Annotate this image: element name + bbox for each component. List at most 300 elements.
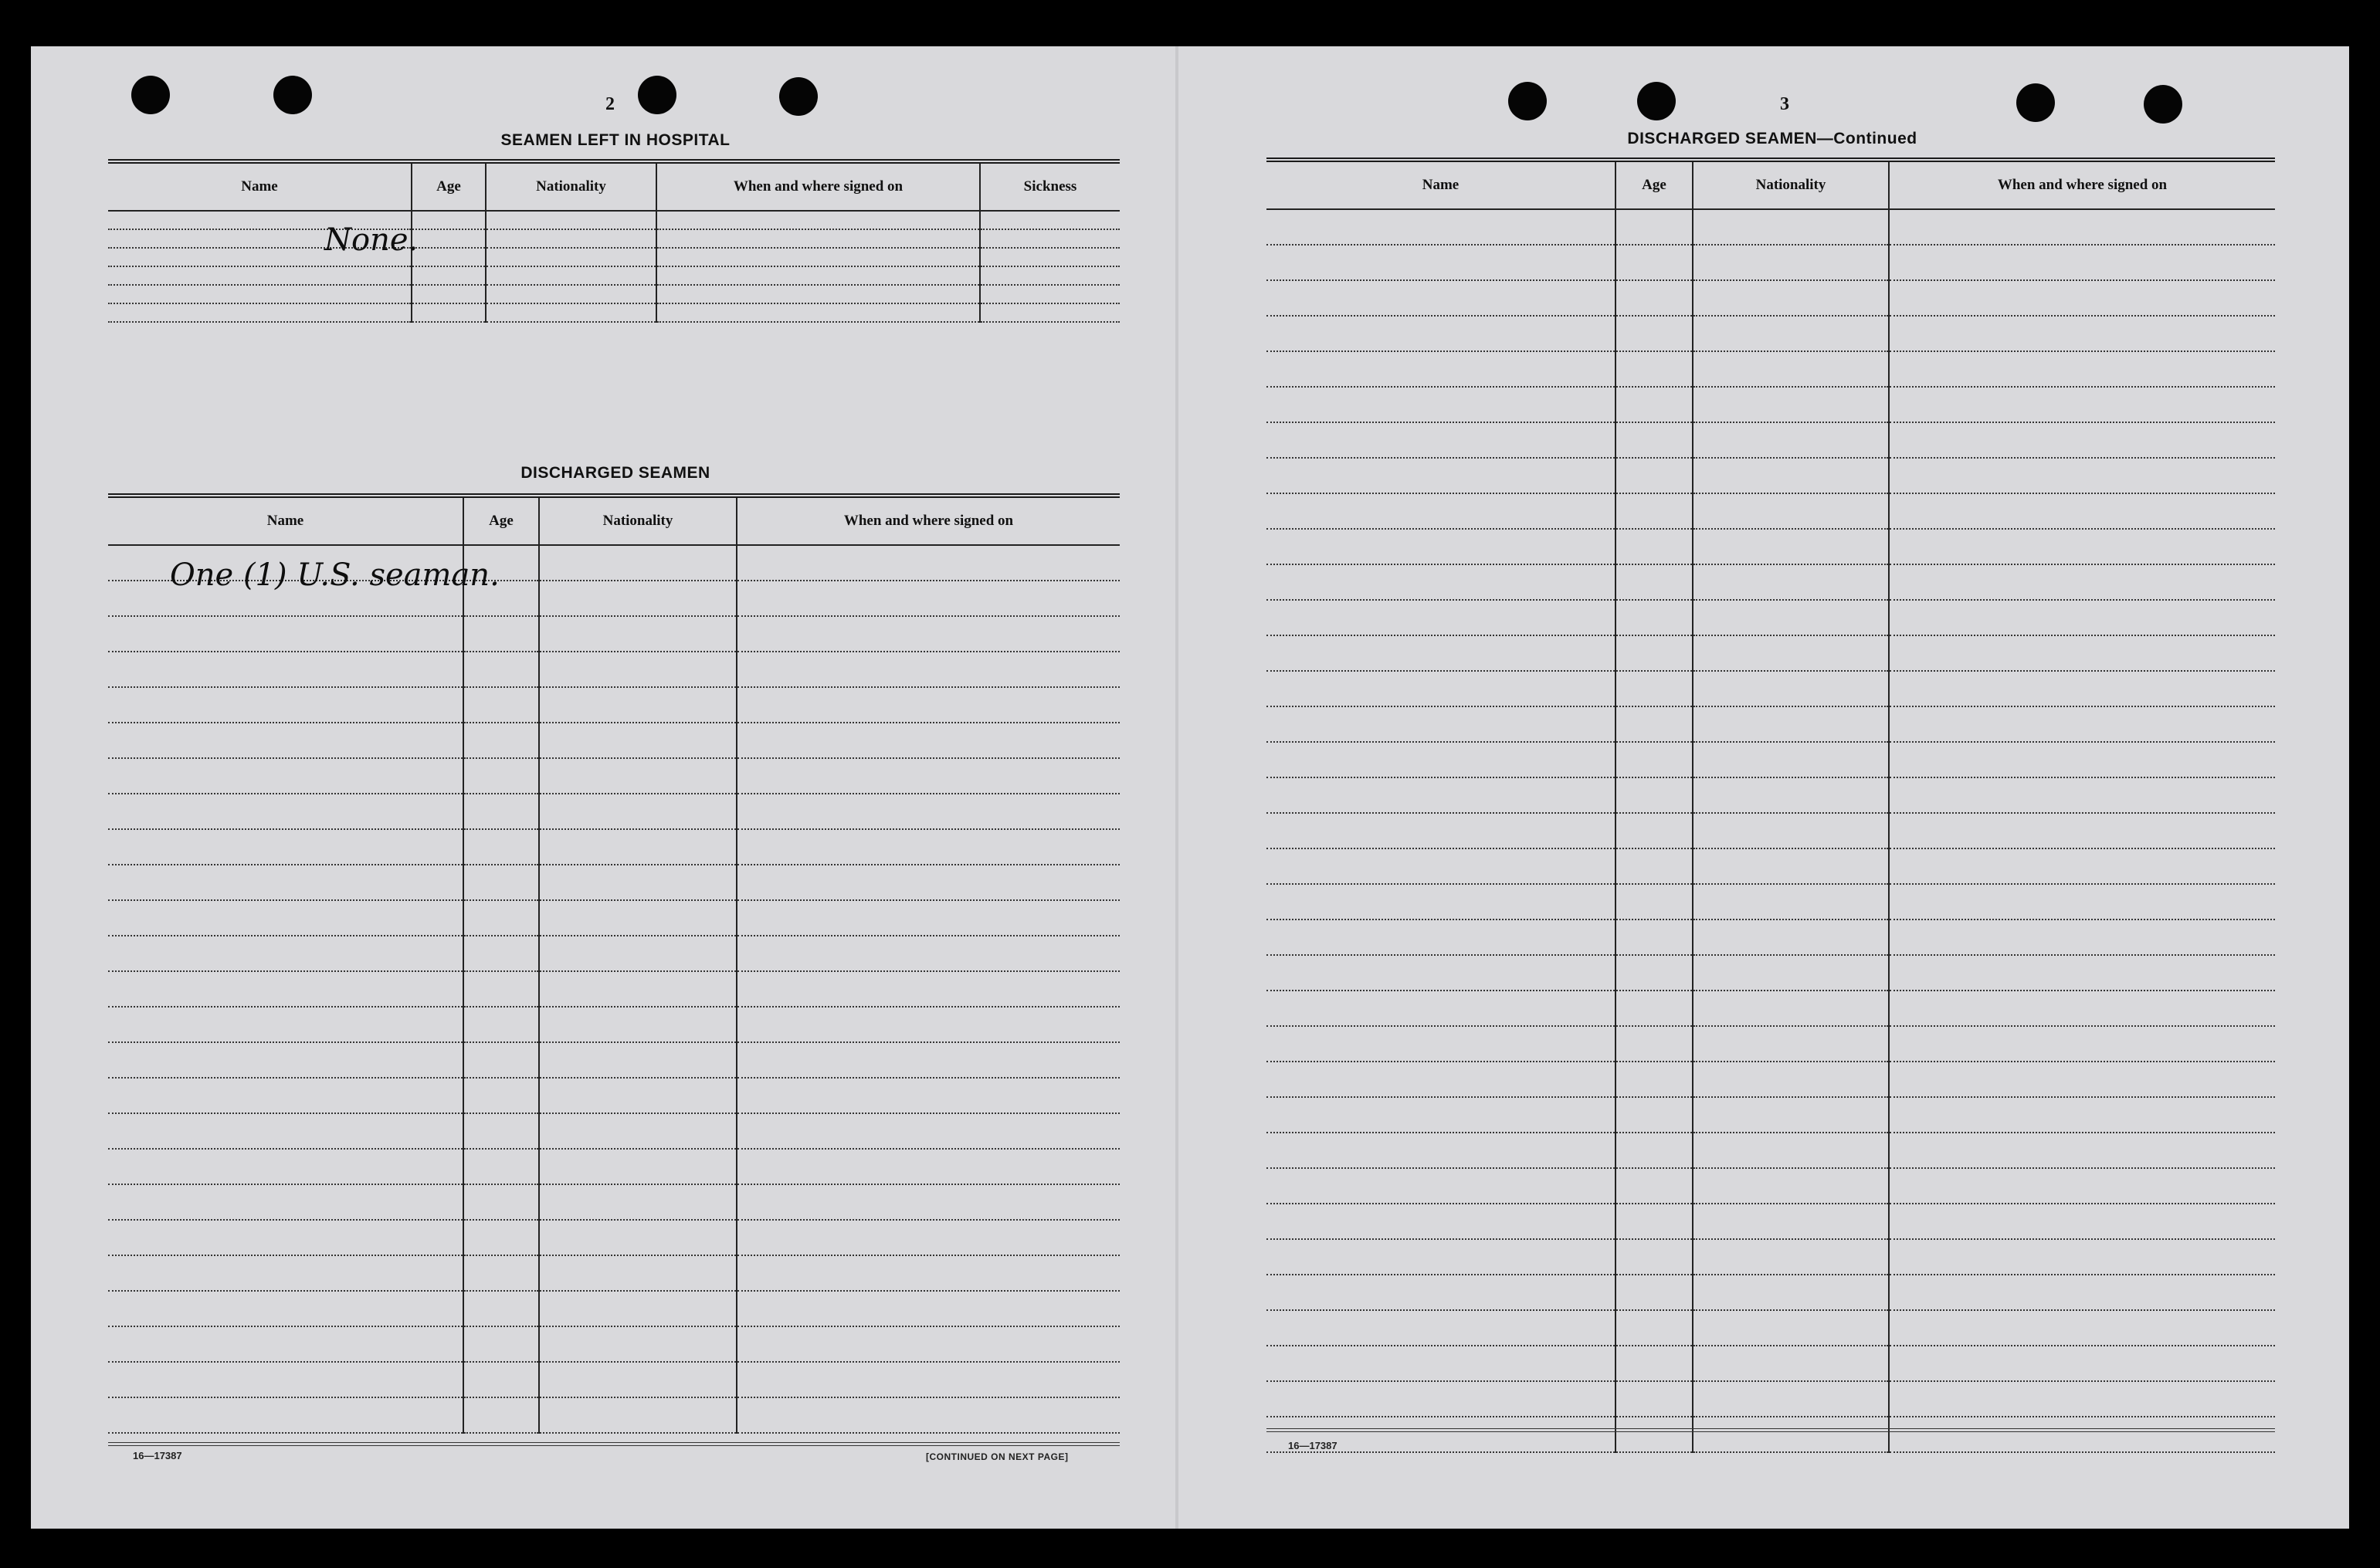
- table-cell: [1266, 1168, 1615, 1204]
- handwritten-entry: None.: [324, 222, 419, 258]
- table-cell: [1889, 919, 2275, 955]
- table-cell: [737, 1007, 1120, 1042]
- table-cell: [1889, 671, 2275, 706]
- table-cell: [1889, 706, 2275, 742]
- punch-hole: [1508, 82, 1547, 120]
- table-cell: [108, 303, 412, 322]
- table-cell: [1615, 1239, 1693, 1275]
- table-cell: [486, 211, 656, 229]
- column-header-age: Age: [463, 496, 539, 545]
- table-cell: [1693, 1168, 1889, 1204]
- table-cell: [463, 616, 539, 652]
- table-row: [1266, 1275, 2275, 1310]
- table-cell: [463, 1042, 539, 1078]
- table-cell: [1693, 1381, 1889, 1417]
- table-cell: [1266, 493, 1615, 529]
- table-cell: [1889, 600, 2275, 635]
- table-cell: [1889, 1239, 2275, 1275]
- table-cell: [1889, 245, 2275, 280]
- column-header-age: Age: [1615, 160, 1693, 209]
- table-cell: [108, 1113, 463, 1149]
- title-continued: —Continued: [1816, 130, 1917, 147]
- table-cell: [737, 581, 1120, 616]
- discharged-continued-header-row: [1266, 160, 2275, 209]
- table-row: [1266, 742, 2275, 777]
- table-cell: [1266, 671, 1615, 706]
- table-cell: [1693, 848, 1889, 884]
- table-cell: [1266, 635, 1615, 671]
- table-cell: [108, 936, 463, 971]
- table-cell: [1266, 422, 1615, 458]
- table-cell: [1889, 564, 2275, 600]
- table-cell: [412, 303, 486, 322]
- table-cell: [539, 1326, 737, 1362]
- table-row: [1266, 493, 2275, 529]
- table-cell: [1693, 777, 1889, 813]
- form-code: 16—17387: [133, 1450, 182, 1461]
- table-cell: [1266, 387, 1615, 422]
- table-cell: [656, 229, 980, 248]
- table-cell: [539, 1149, 737, 1184]
- table-cell: [1889, 316, 2275, 351]
- form-code: 16—17387: [1288, 1440, 1337, 1451]
- table-cell: [108, 266, 412, 285]
- table-cell: [1266, 1062, 1615, 1097]
- table-cell: [737, 1042, 1120, 1078]
- table-cell: [1615, 706, 1693, 742]
- table-cell: [1266, 919, 1615, 955]
- table-cell: [737, 1255, 1120, 1291]
- punch-hole: [2016, 83, 2055, 122]
- table-row: [1266, 813, 2275, 848]
- table-cell: [1615, 458, 1693, 493]
- table-cell: [1266, 991, 1615, 1026]
- table-row: [1266, 245, 2275, 280]
- table-cell: [737, 900, 1120, 936]
- table-cell: [1615, 671, 1693, 706]
- table-row: [1266, 351, 2275, 387]
- table-cell: [486, 285, 656, 303]
- table-row: [108, 1255, 1120, 1291]
- table-cell: [1693, 671, 1889, 706]
- punch-hole: [1637, 82, 1676, 120]
- column-header-name: Name: [1266, 160, 1615, 209]
- table-cell: [656, 248, 980, 266]
- table-cell: [108, 616, 463, 652]
- table-row: [1266, 422, 2275, 458]
- table-cell: [737, 971, 1120, 1007]
- table-cell: [737, 723, 1120, 758]
- table-row: [108, 1326, 1120, 1362]
- table-cell: [1693, 458, 1889, 493]
- table-cell: [1693, 600, 1889, 635]
- table-cell: [1266, 316, 1615, 351]
- table-cell: [737, 1326, 1120, 1362]
- table-row: [108, 1184, 1120, 1220]
- table-cell: [463, 1255, 539, 1291]
- table-row: [108, 936, 1120, 971]
- table-cell: [1615, 635, 1693, 671]
- table-cell: [1266, 351, 1615, 387]
- table-cell: [1266, 1097, 1615, 1133]
- table-cell: [1266, 1381, 1615, 1417]
- table-cell: [1693, 564, 1889, 600]
- table-cell: [463, 794, 539, 829]
- table-cell: [1615, 245, 1693, 280]
- table-row: [108, 266, 1120, 285]
- table-cell: [486, 303, 656, 322]
- table-row: [1266, 848, 2275, 884]
- table-row: [1266, 919, 2275, 955]
- punch-hole: [638, 76, 676, 114]
- table-cell: [1266, 280, 1615, 316]
- table-cell: [1266, 245, 1615, 280]
- table-cell: [463, 758, 539, 794]
- table-cell: [1615, 280, 1693, 316]
- table-row: [1266, 955, 2275, 991]
- table-cell: [539, 794, 737, 829]
- table-cell: [1693, 209, 1889, 245]
- table-cell: [737, 794, 1120, 829]
- table-cell: [1266, 1346, 1615, 1381]
- table-row: [108, 865, 1120, 900]
- table-row: [1266, 1381, 2275, 1417]
- table-cell: [1889, 635, 2275, 671]
- table-cell: [980, 266, 1120, 285]
- table-cell: [1889, 1168, 2275, 1204]
- table-cell: [1889, 742, 2275, 777]
- table-cell: [1615, 1133, 1693, 1168]
- table-row: [108, 303, 1120, 322]
- table-cell: [1693, 280, 1889, 316]
- handwritten-entry: One (1) U.S. seaman.: [170, 557, 500, 593]
- table-row: [108, 248, 1120, 266]
- table-row: [108, 1291, 1120, 1326]
- table-cell: [1266, 564, 1615, 600]
- table-cell: [1266, 458, 1615, 493]
- table-cell: [1693, 919, 1889, 955]
- table-cell: [108, 1078, 463, 1113]
- page-number: 2: [605, 94, 615, 114]
- table-row: [1266, 564, 2275, 600]
- table-row: [108, 1149, 1120, 1184]
- column-header-sickness: Sickness: [980, 161, 1120, 211]
- table-cell: [737, 1397, 1120, 1433]
- table-cell: [539, 581, 737, 616]
- table-row: [108, 829, 1120, 865]
- table-cell: [463, 865, 539, 900]
- table-cell: [737, 758, 1120, 794]
- column-header-signed-on: When and where signed on: [656, 161, 980, 211]
- table-cell: [108, 1291, 463, 1326]
- table-cell: [1615, 422, 1693, 458]
- table-cell: [1889, 1275, 2275, 1310]
- table-cell: [1693, 1417, 1889, 1452]
- table-cell: [1615, 1381, 1693, 1417]
- table-row: [108, 900, 1120, 936]
- table-cell: [1615, 600, 1693, 635]
- table-cell: [108, 1042, 463, 1078]
- title-text: DISCHARGED SEAMEN: [1627, 130, 1817, 147]
- table-cell: [1615, 351, 1693, 387]
- table-cell: [463, 900, 539, 936]
- table-cell: [737, 1291, 1120, 1326]
- table-cell: [737, 1184, 1120, 1220]
- table-cell: [1693, 245, 1889, 280]
- table-cell: [539, 1255, 737, 1291]
- table-row: [108, 1042, 1120, 1078]
- table-cell: [1693, 1097, 1889, 1133]
- table-cell: [539, 829, 737, 865]
- table-cell: [737, 545, 1120, 581]
- table-cell: [108, 971, 463, 1007]
- table-cell: [463, 1007, 539, 1042]
- table-row: [1266, 1239, 2275, 1275]
- table-cell: [539, 1042, 737, 1078]
- table-row: [1266, 1133, 2275, 1168]
- table-cell: [1693, 529, 1889, 564]
- table-cell: [108, 794, 463, 829]
- table-cell: [1889, 1026, 2275, 1062]
- table-row: [108, 652, 1120, 687]
- table-cell: [1266, 742, 1615, 777]
- table-row: [1266, 458, 2275, 493]
- table-cell: [1693, 351, 1889, 387]
- table-row: [1266, 209, 2275, 245]
- discharged-continued-title: [1266, 130, 2278, 148]
- hospital-section-title: SEAMEN LEFT IN HOSPITAL: [500, 131, 731, 149]
- table-cell: [1889, 529, 2275, 564]
- table-cell: [412, 285, 486, 303]
- table-cell: [463, 829, 539, 865]
- table-cell: [1615, 209, 1693, 245]
- table-cell: [1615, 1097, 1693, 1133]
- table-cell: [656, 285, 980, 303]
- table-cell: [1266, 600, 1615, 635]
- table-cell: [463, 1113, 539, 1149]
- table-cell: [1889, 1062, 2275, 1097]
- table-cell: [108, 865, 463, 900]
- table-cell: [463, 1078, 539, 1113]
- table-cell: [1615, 1062, 1693, 1097]
- table-row: [108, 211, 1120, 229]
- table-cell: [539, 865, 737, 900]
- table-cell: [737, 652, 1120, 687]
- table-row: [1266, 991, 2275, 1026]
- table-cell: [1889, 777, 2275, 813]
- table-cell: [737, 865, 1120, 900]
- table-row: [1266, 1097, 2275, 1133]
- table-cell: [1615, 919, 1693, 955]
- table-cell: [1693, 422, 1889, 458]
- table-cell: [980, 248, 1120, 266]
- table-cell: [539, 1220, 737, 1255]
- table-cell: [1615, 884, 1693, 919]
- table-cell: [1615, 529, 1693, 564]
- table-cell: [486, 248, 656, 266]
- table-cell: [1889, 280, 2275, 316]
- table-cell: [1266, 848, 1615, 884]
- table-cell: [1615, 1026, 1693, 1062]
- table-cell: [539, 758, 737, 794]
- table-cell: [1266, 529, 1615, 564]
- table-row: [108, 687, 1120, 723]
- table-cell: [539, 1113, 737, 1149]
- continued-note: [CONTINUED ON NEXT PAGE]: [926, 1451, 1069, 1462]
- table-cell: [463, 1397, 539, 1433]
- table-cell: [463, 971, 539, 1007]
- page-spine: [1175, 46, 1178, 1529]
- table-cell: [737, 1113, 1120, 1149]
- table-cell: [539, 723, 737, 758]
- table-row: [108, 1397, 1120, 1433]
- table-cell: [980, 229, 1120, 248]
- table-cell: [539, 652, 737, 687]
- table-cell: [1889, 1097, 2275, 1133]
- table-cell: [1889, 351, 2275, 387]
- bottom-rule: [1266, 1428, 2275, 1432]
- table-cell: [108, 1255, 463, 1291]
- table-row: [108, 1007, 1120, 1042]
- table-cell: [1266, 1204, 1615, 1239]
- column-header-signed-on: When and where signed on: [737, 496, 1120, 545]
- table-cell: [737, 687, 1120, 723]
- table-cell: [1266, 1275, 1615, 1310]
- table-cell: [1889, 1133, 2275, 1168]
- table-cell: [1693, 742, 1889, 777]
- table-cell: [539, 1184, 737, 1220]
- table-cell: [539, 687, 737, 723]
- discharged-header-row: [108, 496, 1120, 545]
- table-cell: [1889, 387, 2275, 422]
- table-cell: [1615, 1417, 1693, 1452]
- table-cell: [1693, 1346, 1889, 1381]
- table-row: [108, 1220, 1120, 1255]
- table-cell: [108, 687, 463, 723]
- table-cell: [463, 1291, 539, 1326]
- column-header-nationality: Nationality: [486, 161, 656, 211]
- table-cell: [1266, 884, 1615, 919]
- table-cell: [1266, 955, 1615, 991]
- punch-hole: [2144, 85, 2182, 124]
- table-cell: [108, 1397, 463, 1433]
- table-cell: [1693, 884, 1889, 919]
- table-cell: [539, 1007, 737, 1042]
- table-cell: [539, 1291, 737, 1326]
- table-cell: [108, 829, 463, 865]
- table-cell: [486, 229, 656, 248]
- table-row: [1266, 316, 2275, 351]
- table-cell: [737, 1220, 1120, 1255]
- table-cell: [1889, 955, 2275, 991]
- table-row: [1266, 777, 2275, 813]
- table-cell: [463, 1149, 539, 1184]
- table-cell: [412, 266, 486, 285]
- table-cell: [539, 1397, 737, 1433]
- table-cell: [1693, 316, 1889, 351]
- discharged-section-title: DISCHARGED SEAMEN: [520, 464, 710, 482]
- table-cell: [108, 758, 463, 794]
- table-cell: [539, 971, 737, 1007]
- table-cell: [1889, 422, 2275, 458]
- discharged-table: [108, 493, 1120, 1434]
- table-row: [108, 723, 1120, 758]
- column-header-name: Name: [108, 496, 463, 545]
- table-cell: [1615, 493, 1693, 529]
- table-cell: [1693, 706, 1889, 742]
- table-cell: [1615, 1310, 1693, 1346]
- column-header-nationality: Nationality: [539, 496, 737, 545]
- table-row: [1266, 635, 2275, 671]
- hospital-table: [108, 159, 1120, 323]
- table-cell: [108, 1220, 463, 1255]
- table-cell: [1266, 1310, 1615, 1346]
- table-cell: [108, 1149, 463, 1184]
- table-cell: [539, 900, 737, 936]
- table-cell: [108, 1362, 463, 1397]
- table-cell: [108, 723, 463, 758]
- table-row: [1266, 671, 2275, 706]
- table-cell: [1693, 1026, 1889, 1062]
- table-cell: [108, 1184, 463, 1220]
- table-row: [108, 758, 1120, 794]
- table-cell: [1889, 848, 2275, 884]
- punch-hole: [273, 76, 312, 114]
- table-cell: [463, 723, 539, 758]
- table-cell: [463, 1220, 539, 1255]
- table-row: [108, 1113, 1120, 1149]
- table-cell: [539, 936, 737, 971]
- hospital-header-row: [108, 161, 1120, 211]
- table-cell: [108, 900, 463, 936]
- table-cell: [1615, 316, 1693, 351]
- table-cell: [539, 545, 737, 581]
- table-cell: [737, 936, 1120, 971]
- table-cell: [1615, 1168, 1693, 1204]
- column-header-name: Name: [108, 161, 412, 211]
- table-cell: [463, 1184, 539, 1220]
- table-cell: [1889, 1346, 2275, 1381]
- table-cell: [1693, 813, 1889, 848]
- table-cell: [1693, 955, 1889, 991]
- table-cell: [737, 1362, 1120, 1397]
- table-cell: [1615, 742, 1693, 777]
- table-cell: [539, 1362, 737, 1397]
- table-row: [1266, 529, 2275, 564]
- table-row: [108, 285, 1120, 303]
- table-cell: [656, 211, 980, 229]
- table-row: [1266, 1417, 2275, 1452]
- column-header-nationality: Nationality: [1693, 160, 1889, 209]
- table-cell: [1615, 564, 1693, 600]
- table-cell: [539, 616, 737, 652]
- table-row: [108, 616, 1120, 652]
- table-cell: [1693, 1062, 1889, 1097]
- table-cell: [656, 266, 980, 285]
- table-cell: [412, 248, 486, 266]
- bottom-rule: [108, 1442, 1120, 1446]
- table-cell: [1889, 884, 2275, 919]
- table-row: [108, 794, 1120, 829]
- table-cell: [1693, 635, 1889, 671]
- column-header-age: Age: [412, 161, 486, 211]
- punch-hole: [131, 76, 170, 114]
- table-cell: [1693, 1310, 1889, 1346]
- table-cell: [980, 285, 1120, 303]
- table-cell: [1615, 848, 1693, 884]
- table-row: [1266, 387, 2275, 422]
- table-row: [1266, 706, 2275, 742]
